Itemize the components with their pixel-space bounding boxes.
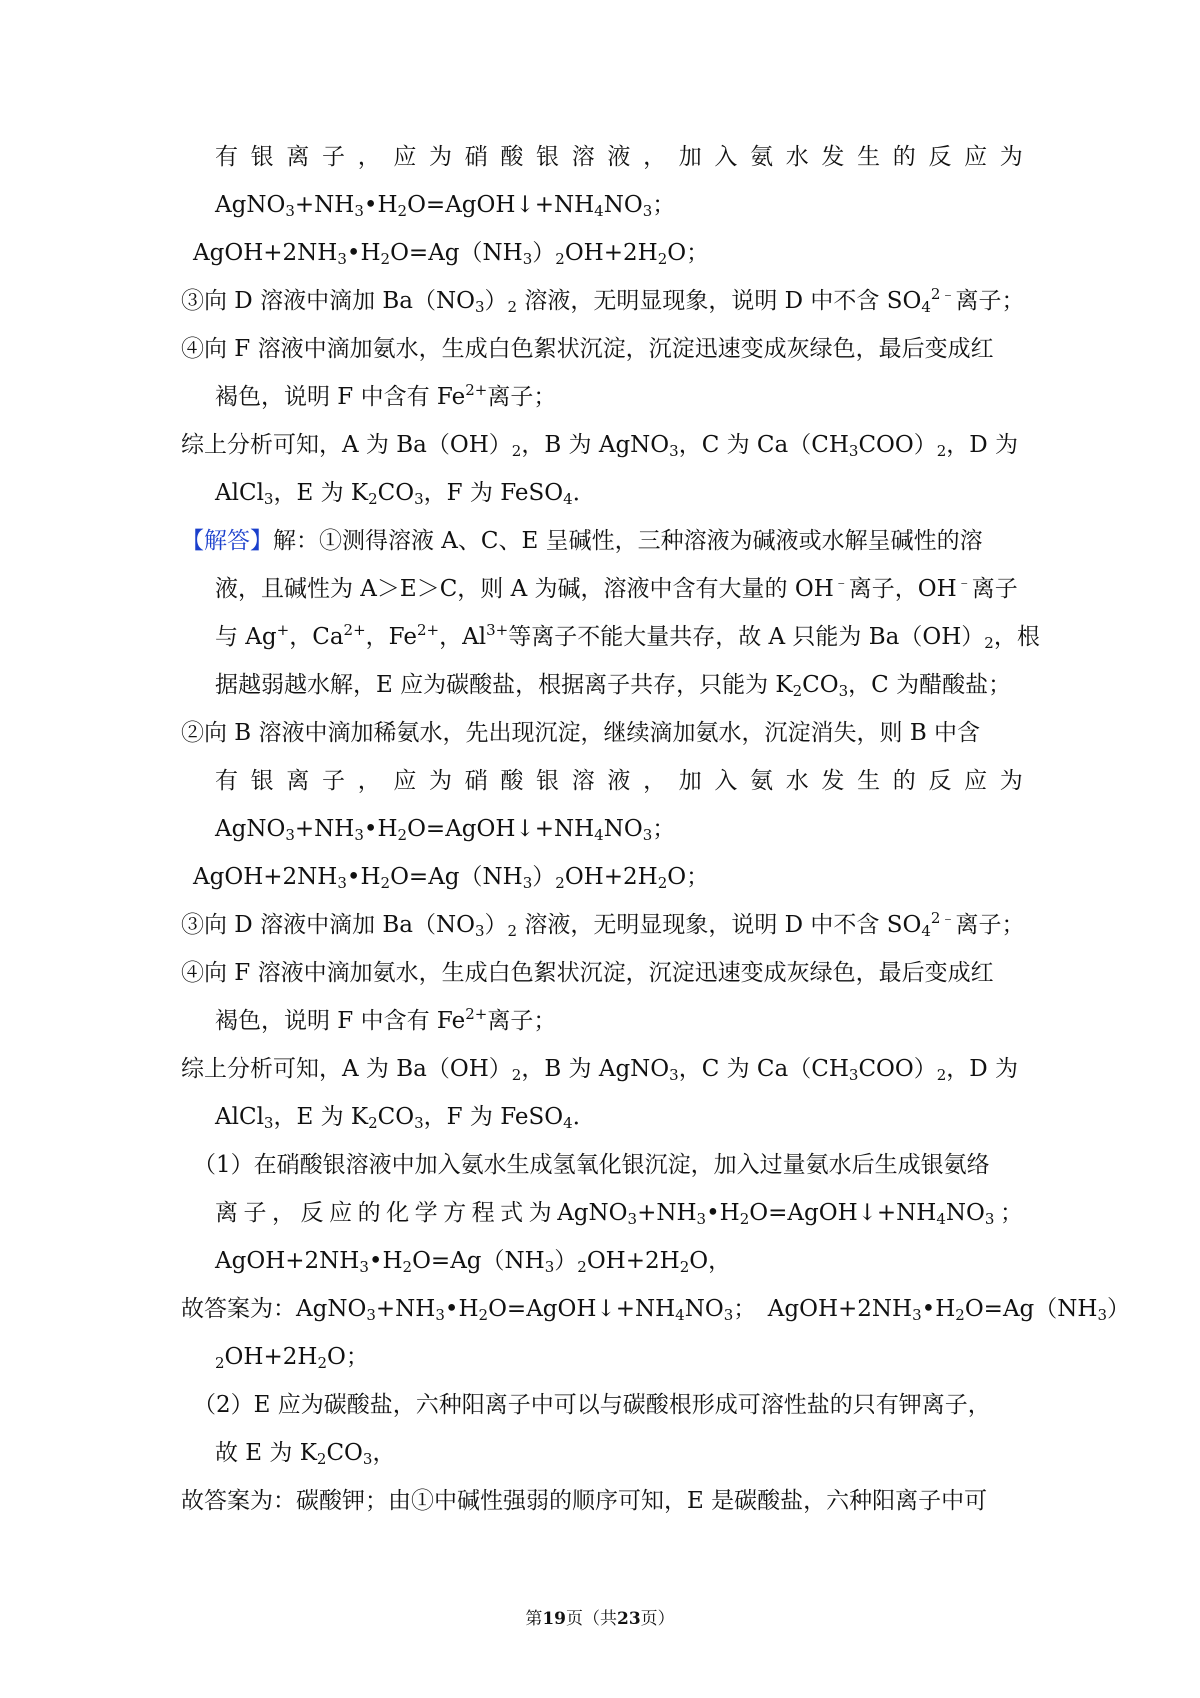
- document-body: [181, 140, 1131, 1532]
- text-line: ②向 B 溶液中滴加稀氨水，先出现沉淀，继续滴加氨水，沉淀消失，则 B 中含: [181, 720, 981, 746]
- text-line: 液，且碱性为 A＞E＞C，则 A 为碱，溶液中含有大量的 OH﹣离子，OH﹣离子: [215, 573, 1018, 602]
- text-line: （1）在硝酸银溶液中加入氨水生成氢氧化银沉淀，加入过量氨水后生成银氨络: [193, 1152, 990, 1178]
- total-page-number: 23: [617, 1609, 641, 1629]
- text-line: 有 银 离 子 ， 应 为 硝 酸 银 溶 液 ， 加 入 氨 水 发 生 的 反 应 为: [215, 768, 1023, 794]
- text-line: $AgOH+2NH_3•H_2O=Ag(NH_3)_2OH+2H_2O$，: [215, 1248, 732, 1276]
- current-page-number: 19: [542, 1609, 566, 1629]
- text-line: 【解答】解：①测得溶液 A、C、E 呈碱性，三种溶液为碱液或水解呈碱性的溶: [181, 528, 983, 554]
- text-line: 综上分析可知，A 为 $Ba(OH)_2$，B 为 AgNO$_3$，C 为 $Ca(CH_3COO)_2$，D 为: [181, 1056, 1019, 1084]
- text-line: AlCl$_3$，E 为 $K_2CO_3$，F 为 FeSO$_4$．: [215, 1104, 596, 1132]
- text-line: AlCl$_3$，E 为 $K_2CO_3$，F 为 FeSO$_4$．: [215, 480, 596, 508]
- text-line: 综上分析可知，A 为 $Ba(OH)_2$，B 为 AgNO$_3$，C 为 $Ca(CH_3COO)_2$，D 为: [181, 432, 1019, 460]
- text-line: $_2OH+2H_2O$；: [215, 1344, 369, 1372]
- text-line: 故答案为：碳酸钾；由①中碱性强弱的顺序可知，E 是碳酸盐，六种阳离子中可: [181, 1488, 988, 1514]
- page-footer: [0, 1607, 1200, 1631]
- text-line: $AgOH+2NH_3•H_2O=Ag(NH_3)_2OH+2H_2O$；: [193, 240, 710, 268]
- text-line: 故 E 为 $K_2CO_3$，: [215, 1440, 396, 1468]
- text-line: 离 子 ， 反 应 的 化 学 方 程 式 为 $AgNO_3+NH_3•H_2O=AgOH↓+NH_4NO_3$ ；: [215, 1200, 1023, 1228]
- text-line: 故答案为：$AgNO_3+NH_3•H_2O=AgOH↓+NH_4NO_3$； $AgOH+2NH_3•H_2O=Ag(NH_3)$: [181, 1296, 1131, 1324]
- text-line: ③向 D 溶液中滴加 $Ba(NO_3)_2$ 溶液，无明显现象，说明 D 中不含 $SO_4^{2﹣}$离子；: [181, 909, 1025, 940]
- footer-suffix: 页）: [640, 1609, 675, 1629]
- text-line: 与 Ag+，$Ca^{2+}$，$Fe^{2+}$，$Al^{3+}$等离子不能大量共存，故 A 只能为 $Ba(OH)_2$，根: [215, 621, 1040, 652]
- text-line: 褐色，说明 F 中含有 $Fe^{2+}$离子；: [215, 1005, 557, 1034]
- text-line: $AgOH+2NH_3•H_2O=Ag(NH_3)_2OH+2H_2O$；: [193, 864, 710, 892]
- text-line: ④向 F 溶液中滴加氨水，生成白色絮状沉淀，沉淀迅速变成灰绿色，最后变成红: [181, 336, 994, 362]
- text-line: （2）E 应为碳酸盐，六种阳离子中可以与碳酸根形成可溶性盐的只有钾离子，: [193, 1392, 991, 1418]
- text-line: $AgNO_3+NH_3•H_2O=AgOH↓+NH_4NO_3$；: [215, 192, 676, 220]
- text-line: $AgNO_3+NH_3•H_2O=AgOH↓+NH_4NO_3$；: [215, 816, 676, 844]
- text-line: 有 银 离 子 ， 应 为 硝 酸 银 溶 液 ， 加 入 氨 水 发 生 的 反 应 为: [215, 144, 1023, 170]
- footer-prefix: 第: [525, 1609, 543, 1629]
- text-line: 褐色，说明 F 中含有 $Fe^{2+}$离子；: [215, 381, 557, 410]
- text-line: ④向 F 溶液中滴加氨水，生成白色絮状沉淀，沉淀迅速变成灰绿色，最后变成红: [181, 960, 994, 986]
- footer-middle: 页（共: [566, 1609, 617, 1629]
- text-line: ③向 D 溶液中滴加 $Ba(NO_3)_2$ 溶液，无明显现象，说明 D 中不含 $SO_4^{2﹣}$离子；: [181, 285, 1025, 316]
- text-line: 据越弱越水解，E 应为碳酸盐，根据离子共存，只能为 $K_2CO_3$，C 为醋酸盐；: [215, 672, 1012, 700]
